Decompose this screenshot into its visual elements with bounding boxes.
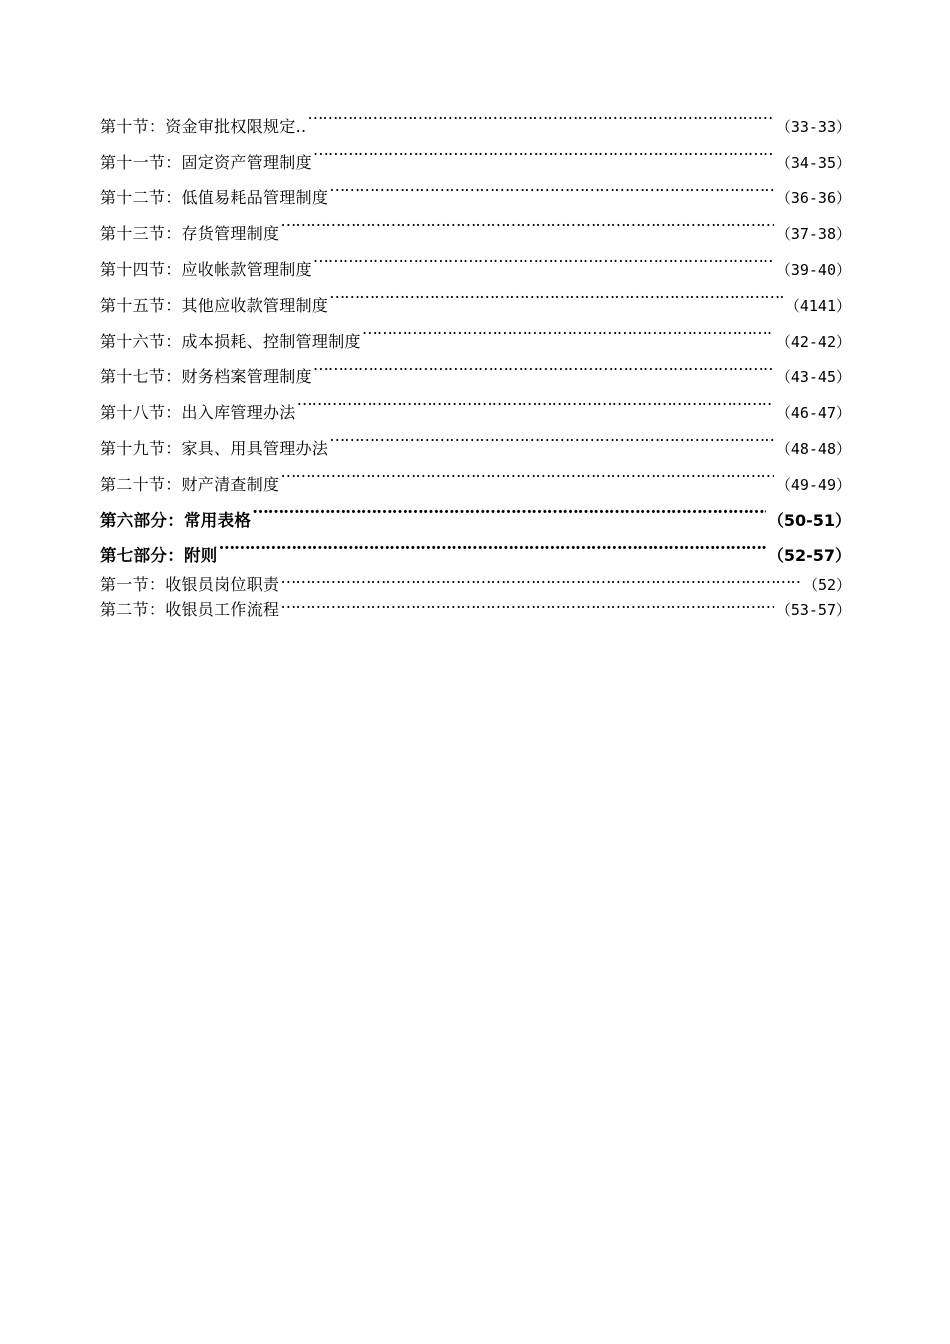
toc-entry-label: 第十八节：出入库管理办法 bbox=[100, 403, 296, 423]
toc-leader-dots bbox=[313, 347, 774, 383]
toc-entry-label: 第十二节：低值易耗品管理制度 bbox=[100, 188, 329, 208]
table-of-contents bbox=[100, 96, 851, 620]
toc-entry-page-range: （48-48） bbox=[775, 439, 851, 458]
toc-leader-dots bbox=[307, 96, 773, 132]
toc-entry-label: 第十九节：家具、用具管理办法 bbox=[100, 438, 329, 458]
toc-entry-page-range: （42-42） bbox=[775, 332, 851, 351]
toc-entry-label: 第二十节：财产清查制度 bbox=[100, 474, 280, 494]
toc-leader-dots bbox=[219, 526, 766, 562]
toc-leader-dots bbox=[280, 565, 801, 590]
toc-leader-dots bbox=[280, 590, 774, 615]
toc-entry-page-range: （43-45） bbox=[775, 368, 851, 387]
toc-entry-label: 第二节：收银员工作流程 bbox=[100, 600, 280, 620]
toc-entry-page-range: （39-40） bbox=[775, 260, 851, 279]
toc-leader-dots bbox=[313, 239, 774, 275]
toc-entry-page-range: （52） bbox=[802, 576, 851, 595]
toc-entry-label: 第十四节：应收帐款管理制度 bbox=[100, 259, 312, 279]
toc-leader-dots bbox=[297, 382, 774, 418]
toc-leader-dots bbox=[362, 311, 774, 347]
toc-entry-page-range: （33-33） bbox=[775, 117, 851, 136]
toc-entry-page-range: （4141） bbox=[784, 296, 851, 315]
toc-entry-label: 第六部分：常用表格 bbox=[100, 510, 252, 530]
toc-entry-label: 第十一节：固定资产管理制度 bbox=[100, 152, 312, 172]
toc-entry-page-range: （36-36） bbox=[775, 189, 851, 208]
toc-leader-dots bbox=[280, 203, 774, 239]
toc-leader-dots bbox=[329, 418, 774, 454]
toc-entry-label: 第十六节：成本损耗、控制管理制度 bbox=[100, 331, 361, 351]
toc-entry-page-range: （52-57） bbox=[767, 546, 851, 566]
toc-leader-dots bbox=[313, 132, 774, 168]
toc-entry-label: 第七部分：附则 bbox=[100, 546, 218, 566]
toc-entry-label: 第一节：收银员岗位职责 bbox=[100, 575, 280, 595]
toc-entry-label: 第十三节：存货管理制度 bbox=[100, 224, 280, 244]
toc-entry-page-range: （37-38） bbox=[775, 225, 851, 244]
toc-entry-page-range: （53-57） bbox=[775, 601, 851, 620]
toc-leader-dots bbox=[280, 454, 774, 490]
toc-entry-page-range: （34-35） bbox=[775, 153, 851, 172]
toc-entry-page-range: （49-49） bbox=[775, 475, 851, 494]
toc-leader-dots bbox=[252, 490, 766, 526]
toc-entry-section-10[interactable] bbox=[100, 96, 851, 136]
toc-leader-dots bbox=[329, 168, 774, 204]
toc-entry-page-range: （50-51） bbox=[767, 510, 851, 530]
toc-entry-label: 第十七节：财务档案管理制度 bbox=[100, 367, 312, 387]
toc-leader-dots bbox=[329, 275, 783, 311]
toc-entry-page-range: （46-47） bbox=[775, 404, 851, 423]
toc-entry-label: 第十五节：其他应收款管理制度 bbox=[100, 295, 329, 315]
toc-entry-label: 第十节：资金审批权限规定.. bbox=[100, 116, 307, 136]
